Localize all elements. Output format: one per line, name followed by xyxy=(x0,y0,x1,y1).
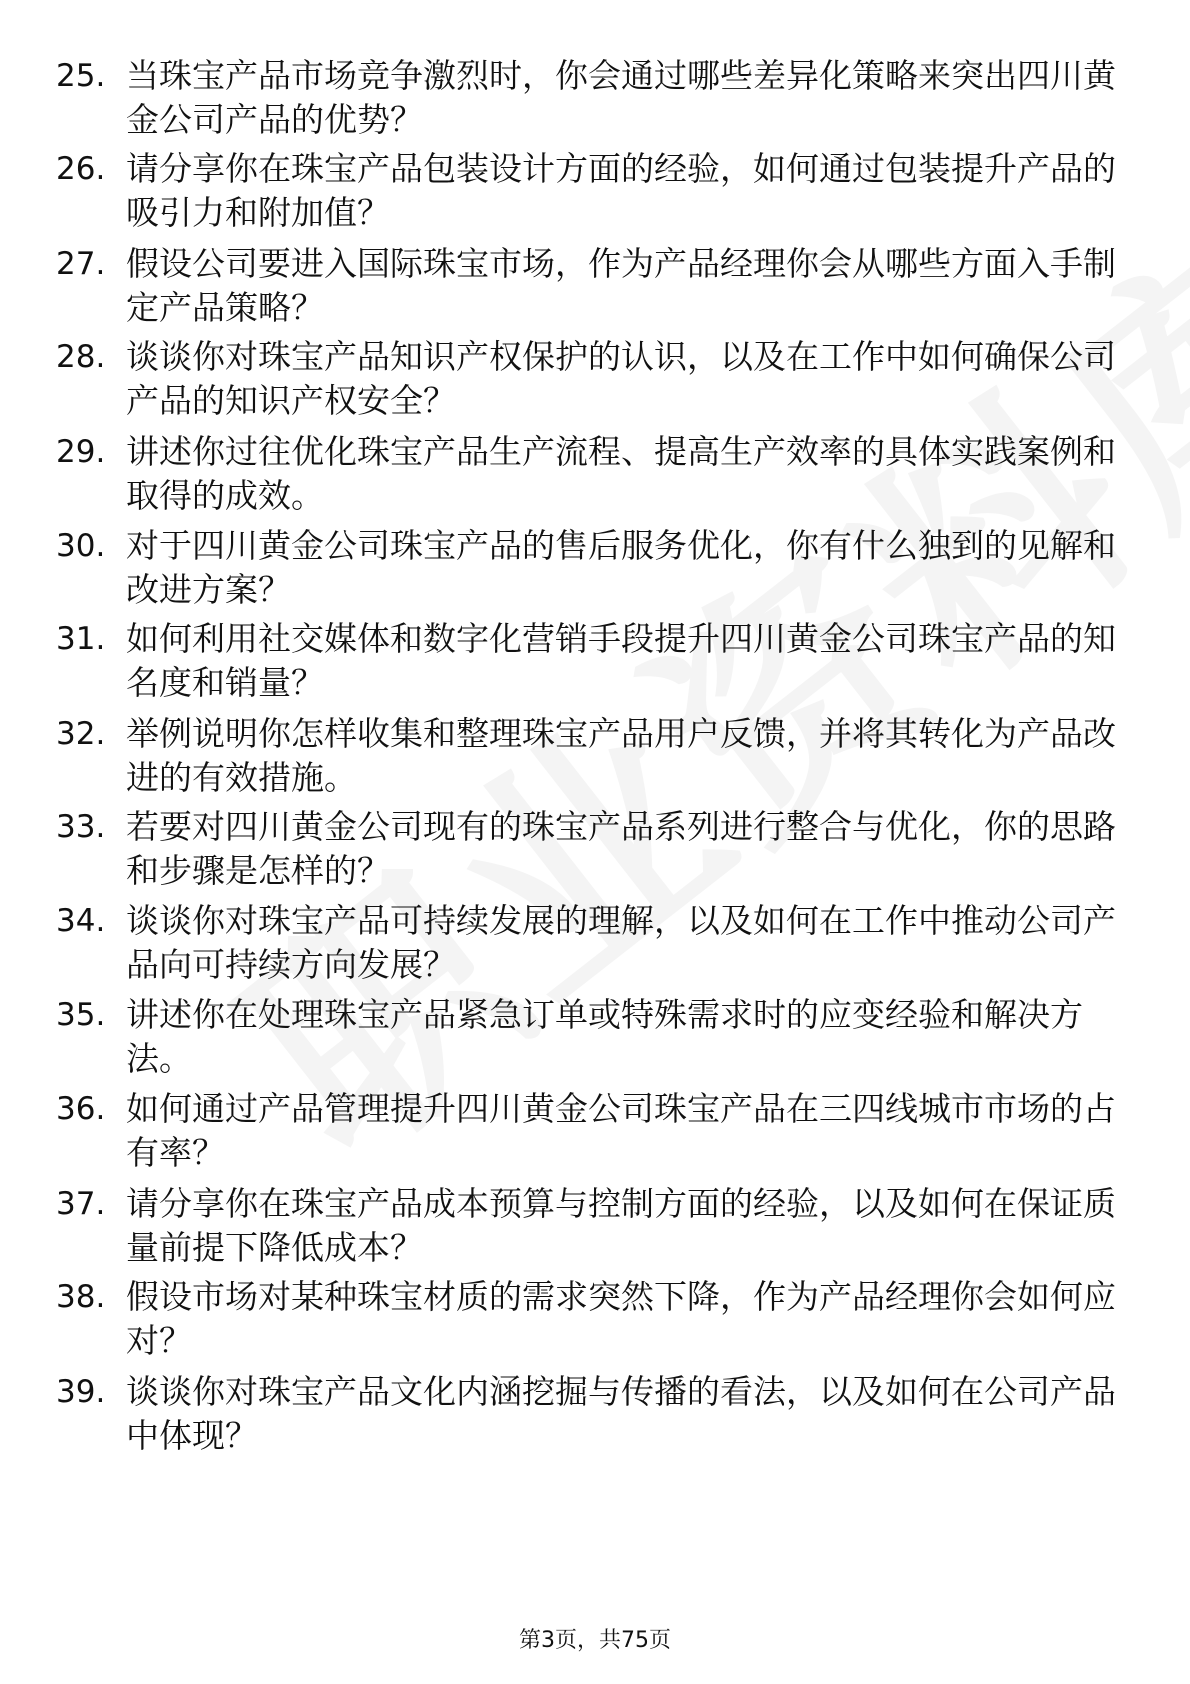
question-text: 如何利用社交媒体和数字化营销手段提升四川黄金公司珠宝产品的知名度和销量？ xyxy=(126,619,1116,702)
question-text: 假设市场对某种珠宝材质的需求突然下降，作为产品经理你会如何应对？ xyxy=(126,1277,1116,1360)
question-number: 28. xyxy=(56,339,106,375)
question-item xyxy=(0,242,1190,342)
question-number: 27. xyxy=(56,246,106,282)
question-item xyxy=(0,899,1190,999)
question-text: 当珠宝产品市场竞争激烈时，你会通过哪些差异化策略来突出四川黄金公司产品的优势？ xyxy=(126,56,1116,139)
question-item xyxy=(0,430,1190,530)
question-text: 谈谈你对珠宝产品文化内涵挖掘与传播的看法，以及如何在公司产品中体现？ xyxy=(126,1372,1116,1455)
question-item xyxy=(0,335,1190,435)
question-text: 举例说明你怎样收集和整理珠宝产品用户反馈，并将其转化为产品改进的有效措施。 xyxy=(126,714,1116,797)
question-item xyxy=(0,147,1190,247)
question-text: 谈谈你对珠宝产品知识产权保护的认识，以及在工作中如何确保公司产品的知识产权安全？ xyxy=(126,337,1116,420)
question-number: 26. xyxy=(56,151,106,187)
question-text: 若要对四川黄金公司现有的珠宝产品系列进行整合与优化，你的思路和步骤是怎样的？ xyxy=(126,807,1116,890)
question-number: 36. xyxy=(56,1091,106,1127)
question-item xyxy=(0,617,1190,717)
question-text: 讲述你过往优化珠宝产品生产流程、提高生产效率的具体实践案例和取得的成效。 xyxy=(126,432,1116,515)
question-item xyxy=(0,993,1190,1093)
question-number: 32. xyxy=(56,716,106,752)
question-item xyxy=(0,54,1190,154)
question-number: 37. xyxy=(56,1186,106,1222)
page-footer: 第3页，共75页 xyxy=(519,1628,671,1653)
question-number: 39. xyxy=(56,1374,106,1410)
question-text: 请分享你在珠宝产品包装设计方面的经验，如何通过包装提升产品的吸引力和附加值？ xyxy=(126,149,1116,232)
question-item xyxy=(0,805,1190,905)
question-text: 请分享你在珠宝产品成本预算与控制方面的经验，以及如何在保证质量前提下降低成本？ xyxy=(126,1184,1116,1267)
question-text: 讲述你在处理珠宝产品紧急订单或特殊需求时的应变经验和解决方法。 xyxy=(126,995,1083,1078)
question-item xyxy=(0,712,1190,812)
question-number: 38. xyxy=(56,1279,106,1315)
question-item xyxy=(0,1087,1190,1187)
question-number: 34. xyxy=(56,903,106,939)
question-number: 25. xyxy=(56,58,106,94)
question-number: 30. xyxy=(56,528,106,564)
question-item xyxy=(0,1275,1190,1375)
question-item xyxy=(0,524,1190,624)
question-text: 对于四川黄金公司珠宝产品的售后服务优化，你有什么独到的见解和改进方案？ xyxy=(126,526,1116,609)
question-item xyxy=(0,1370,1190,1470)
question-text: 谈谈你对珠宝产品可持续发展的理解，以及如何在工作中推动公司产品向可持续方向发展？ xyxy=(126,901,1116,984)
question-text: 如何通过产品管理提升四川黄金公司珠宝产品在三四线城市市场的占有率？ xyxy=(126,1089,1116,1172)
question-number: 35. xyxy=(56,997,106,1033)
question-item xyxy=(0,1182,1190,1282)
question-number: 33. xyxy=(56,809,106,845)
question-number: 31. xyxy=(56,621,106,657)
question-number: 29. xyxy=(56,434,106,470)
question-text: 假设公司要进入国际珠宝市场，作为产品经理你会从哪些方面入手制定产品策略？ xyxy=(126,244,1116,327)
